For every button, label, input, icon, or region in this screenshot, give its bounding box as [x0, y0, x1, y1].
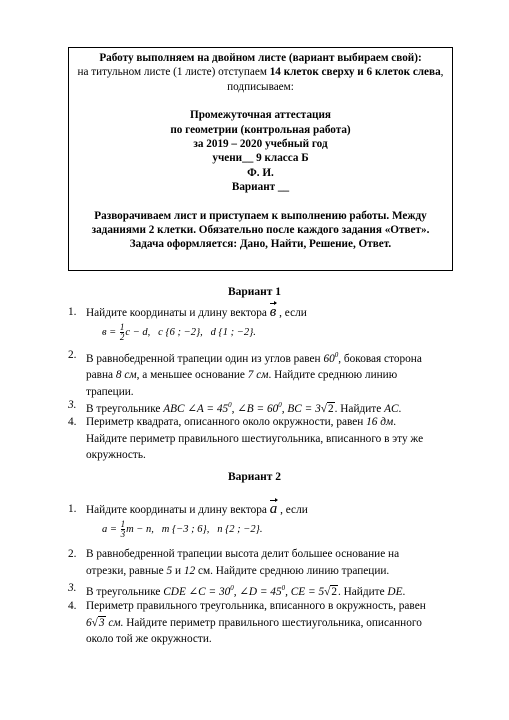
task-text: Найдите периметр правильного шестиугольника, вписанного в эту же	[86, 432, 424, 445]
task-text: Периметр квадрата, описанного около окружности, равен	[86, 416, 367, 428]
header-line-1: Работу выполняем на двойном листе (вариант выбираем свой):	[99, 52, 422, 64]
task-text: .	[402, 585, 406, 598]
task-number: 4.	[68, 600, 77, 612]
degree-mark: 0	[230, 584, 234, 592]
variant-1-task-4	[68, 414, 456, 464]
header-line-2-text: на титульном листе (1 листе) отступаем	[77, 66, 270, 79]
task-text: трапеции.	[86, 385, 134, 398]
task-text: В равнобедренной трапеции один из углов равен	[86, 352, 324, 365]
task-value: см.	[105, 616, 124, 629]
formula-part: c {6 ; −2},	[158, 326, 203, 338]
task-number: 1.	[68, 503, 77, 515]
task-text: .	[393, 416, 397, 428]
fraction	[121, 520, 126, 539]
task-value: ABC ∠A = 45	[163, 402, 229, 415]
header-line-2	[69, 65, 452, 79]
title-line-2: по геометрии (контрольная работа)	[170, 123, 351, 136]
task-value: , BC = 3	[281, 402, 321, 415]
task-text: , а меньшее основание	[136, 369, 248, 382]
task-text: Найдите координаты и длину вектора	[86, 504, 270, 516]
variant-2-task-2	[68, 546, 456, 579]
square-root: √2	[320, 402, 334, 415]
formula-part: a =	[102, 523, 120, 535]
task-number: 3.	[68, 399, 77, 411]
vector-symbol: a	[269, 501, 278, 517]
radicand: 2	[331, 585, 337, 598]
task-text: Периметр правильного треугольника, вписанного в окружность, равен	[86, 600, 426, 612]
task-number: 2.	[68, 349, 77, 361]
title-line-5: Ф. И.	[247, 166, 274, 179]
task-value: 8 см	[115, 369, 137, 382]
formula-part: в =	[102, 326, 119, 338]
fraction	[120, 323, 125, 342]
title-line-1: Промежуточная аттестация	[190, 109, 331, 122]
task-text: Найдите координаты и длину вектора	[86, 307, 270, 319]
instructions-box	[68, 47, 453, 271]
degree-mark: 0	[278, 401, 282, 409]
task-value: CDE ∠C = 30	[163, 585, 231, 598]
formula-part: c − d,	[125, 326, 151, 338]
vector-symbol: в	[269, 304, 277, 320]
instruction-line-2: заданиями 2 клетки. Обязательно после каждого задания «Ответ».	[91, 224, 430, 237]
task-text: . Найдите среднюю линию	[268, 369, 398, 382]
task-value: 16 дм	[366, 416, 394, 428]
task-value: , ∠B = 60	[231, 402, 279, 415]
task-value: , ∠D = 45	[233, 585, 282, 598]
variant-1-task-1-formula	[102, 323, 256, 342]
fraction-denominator: 3	[120, 529, 126, 539]
task-number: 2.	[68, 548, 77, 560]
degree-mark: 0	[228, 401, 232, 409]
instruction-line-1: Разворачиваем лист и приступаем к выполнению работы. Между	[94, 209, 427, 222]
variant-2-task-1-formula	[102, 520, 262, 539]
radicand: 2	[327, 402, 334, 415]
formula-part: d {1 ; −2}.	[210, 326, 256, 338]
task-number: 1.	[68, 306, 77, 318]
task-text: отрезки, равные	[86, 564, 167, 577]
formula-part: m {−3 ; 6},	[161, 523, 210, 535]
task-text: равна	[86, 369, 116, 382]
instruction-line-3: Задача оформляется: Дано, Найти, Решение, Ответ.	[129, 238, 392, 251]
title-line-6: Вариант __	[231, 181, 290, 194]
variant-2-task-4	[68, 598, 456, 648]
square-root: √3	[91, 616, 105, 629]
fraction-numerator: 1	[119, 322, 125, 332]
radicand: 3	[98, 616, 105, 629]
task-value: 5	[166, 564, 173, 577]
task-text: см. Найдите среднюю линию трапеции.	[195, 564, 390, 577]
title-line-4: учени__ 9 класса Б	[212, 152, 309, 165]
task-value: 6	[86, 616, 92, 629]
square-root: √2	[324, 585, 337, 598]
header-line-2-bold: 14 клеток сверху и 6 клеток слева	[269, 66, 441, 79]
task-text: , если	[276, 307, 307, 319]
variant-1-task-1	[68, 304, 456, 322]
task-text: В треугольнике	[86, 585, 164, 598]
task-value: 12	[183, 564, 196, 577]
fraction-numerator: 1	[120, 519, 126, 529]
task-number: 3.	[68, 582, 77, 594]
variant-2-title: Вариант 2	[227, 471, 282, 483]
variant-1-task-2	[68, 347, 456, 400]
task-text: . Найдите	[334, 402, 385, 415]
fraction-denominator: 2	[119, 332, 125, 342]
task-text: . Найдите	[337, 585, 388, 598]
variant-2-task-1	[68, 501, 456, 519]
task-text: Найдите периметр правильного шестиугольника, описанного	[123, 616, 422, 629]
task-value: 7 см	[247, 369, 269, 382]
variant-1-title: Вариант 1	[227, 286, 282, 298]
formula-part: m − n,	[126, 523, 154, 535]
task-text: и	[172, 564, 184, 577]
formula-part: n {2 ; −2}.	[217, 523, 263, 535]
degree-mark: 0	[334, 351, 339, 359]
header-line-2-comma: ,	[440, 66, 444, 79]
task-value: 60	[323, 352, 335, 365]
task-text: .	[398, 402, 402, 415]
task-text: , боковая сторона	[338, 352, 422, 365]
task-value: AC	[384, 402, 399, 415]
degree-mark: 0	[281, 584, 286, 592]
task-text: , если	[277, 504, 308, 516]
task-text: около той же окружности.	[86, 633, 212, 645]
task-number: 4.	[68, 416, 77, 428]
title-line-3: за 2019 – 2020 учебный год	[193, 138, 328, 151]
task-text: окружность.	[86, 449, 146, 461]
task-text: В треугольнике	[86, 402, 164, 415]
task-value: DE	[387, 585, 403, 598]
task-value: , CE = 5	[285, 585, 325, 598]
header-line-3: подписываем:	[227, 80, 294, 93]
task-text: В равнобедренной трапеции высота делит большее основание на	[86, 548, 400, 560]
